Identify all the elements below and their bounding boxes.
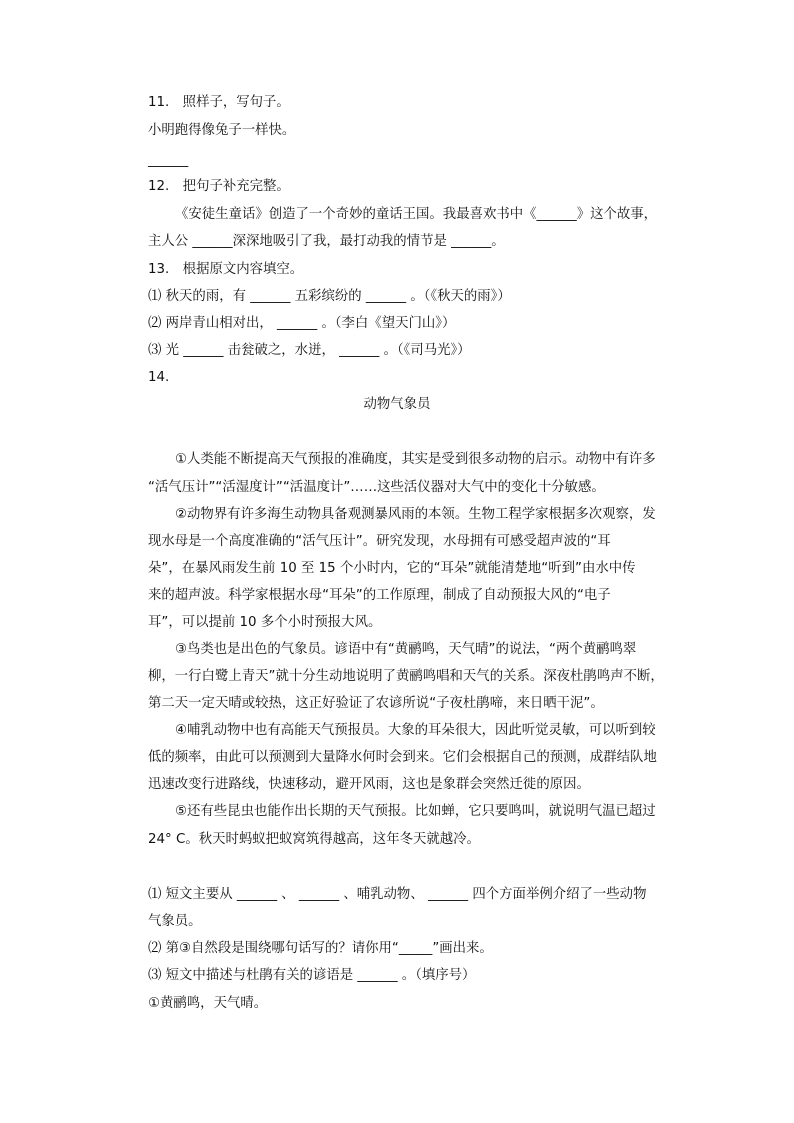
q14-sub2: ⑵ 第③自然段是围绕哪句话写的？请你用“_____”画出来。 (148, 941, 493, 956)
q12-line2: 主人公 ______深深地吸引了我，最打动我的情节是 ______。 (148, 234, 505, 249)
passage-line: 来的超声波。科学家根据水母“耳朵”的工作原理，制成了自动预报大风的“电子 (148, 588, 611, 603)
passage-line: 迅速改变行进路线，快速移动，避开风雨，这也是象群会突然迁徙的原因。 (148, 777, 590, 792)
passage-line: 低的频率，由此可以预测到大量降水何时会到来。它们会根据自己的预测，成群结队地 (148, 750, 657, 765)
q14-option1: ①黄鹂鸣，天气晴。 (148, 996, 268, 1011)
q14-number: 14. (148, 370, 170, 385)
q14-sub1-line2: 气象员。 (148, 914, 202, 929)
q12-heading: 12. 把句子补充完整。 (148, 179, 290, 194)
passage-line: 朵”，在暴风雨发生前 10 至 15 个小时内，它的“耳朵”就能清楚地“听到”由水中传 (148, 561, 636, 576)
passage-line: 第二天一定天晴或较热，这正好验证了农谚所说“子夜杜鹃啼，来日晒干泥”。 (148, 696, 604, 711)
q12-line1: 《安徒生童话》创造了一个奇妙的童话王国。我最喜欢书中《______》这个故事， (175, 207, 658, 222)
q14-sub1-line1: ⑴ 短文主要从 ______ 、 ______ 、哺乳动物、 ______ 四个方面举例介绍了一些动物 (148, 887, 647, 902)
passage-line: 耳”，可以提前 10 多个小时预报大风。 (148, 615, 382, 630)
q13-item3: ⑶ 光 ______ 击瓮破之，水迸， ______ 。（《司马光》） (148, 343, 471, 358)
q13-heading: 13. 根据原文内容填空。 (148, 262, 304, 277)
q13-item1: ⑴ 秋天的雨，有 ______ 五彩缤纷的 ______ 。（《秋天的雨》） (148, 289, 511, 304)
passage-line: ①人类能不断提高天气预报的准确度，其实是受到很多动物的启示。动物中有许多 (175, 452, 656, 467)
q14-sub3: ⑶ 短文中描述与杜鹃有关的谚语是 ______ 。（填序号） (148, 968, 476, 983)
passage-line: ③鸟类也是出色的气象员。谚语中有“黄鹂鸣，天气晴”的说法，“两个黄鹂鸣翠 (175, 642, 637, 657)
passage-line: ⑤还有些昆虫也能作出长期的天气预报。比如蝉，它只要鸣叫，就说明气温已超过 (175, 804, 656, 819)
passage-title: 动物气象员 (363, 397, 431, 412)
passage-line: “活气压计”“活湿度计”“活温度计”……这些活仪器对大气中的变化十分敏感。 (148, 480, 605, 495)
q11-example: 小明跑得像兔子一样快。 (148, 123, 296, 138)
q11-heading: 11. 照样子，写句子。 (148, 95, 290, 110)
q11-answer-blank: ______ (148, 153, 189, 168)
passage-line: 24° C。秋天时蚂蚁把蚁窝筑得越高，这年冬天就越冷。 (148, 832, 480, 847)
passage-line: 柳，一行白鹭上青天”就十分生动地说明了黄鹂鸣唱和天气的关系。深夜杜鹃鸣声不断， (148, 669, 664, 684)
q13-item2: ⑵ 两岸青山相对出， ______ 。（李白《望天门山》） (148, 316, 456, 331)
passage-line: ②动物界有许多海生动物具备观测暴风雨的本领。生物工程学家根据多次观察，发 (175, 507, 656, 522)
passage-line: ④哺乳动物中也有高能天气预报员。大象的耳朵很大，因此听觉灵敏，可以听到较 (175, 723, 656, 738)
passage-line: 现水母是一个高度准确的“活气压计”。研究发现，水母拥有可感受超声波的“耳 (148, 534, 611, 549)
